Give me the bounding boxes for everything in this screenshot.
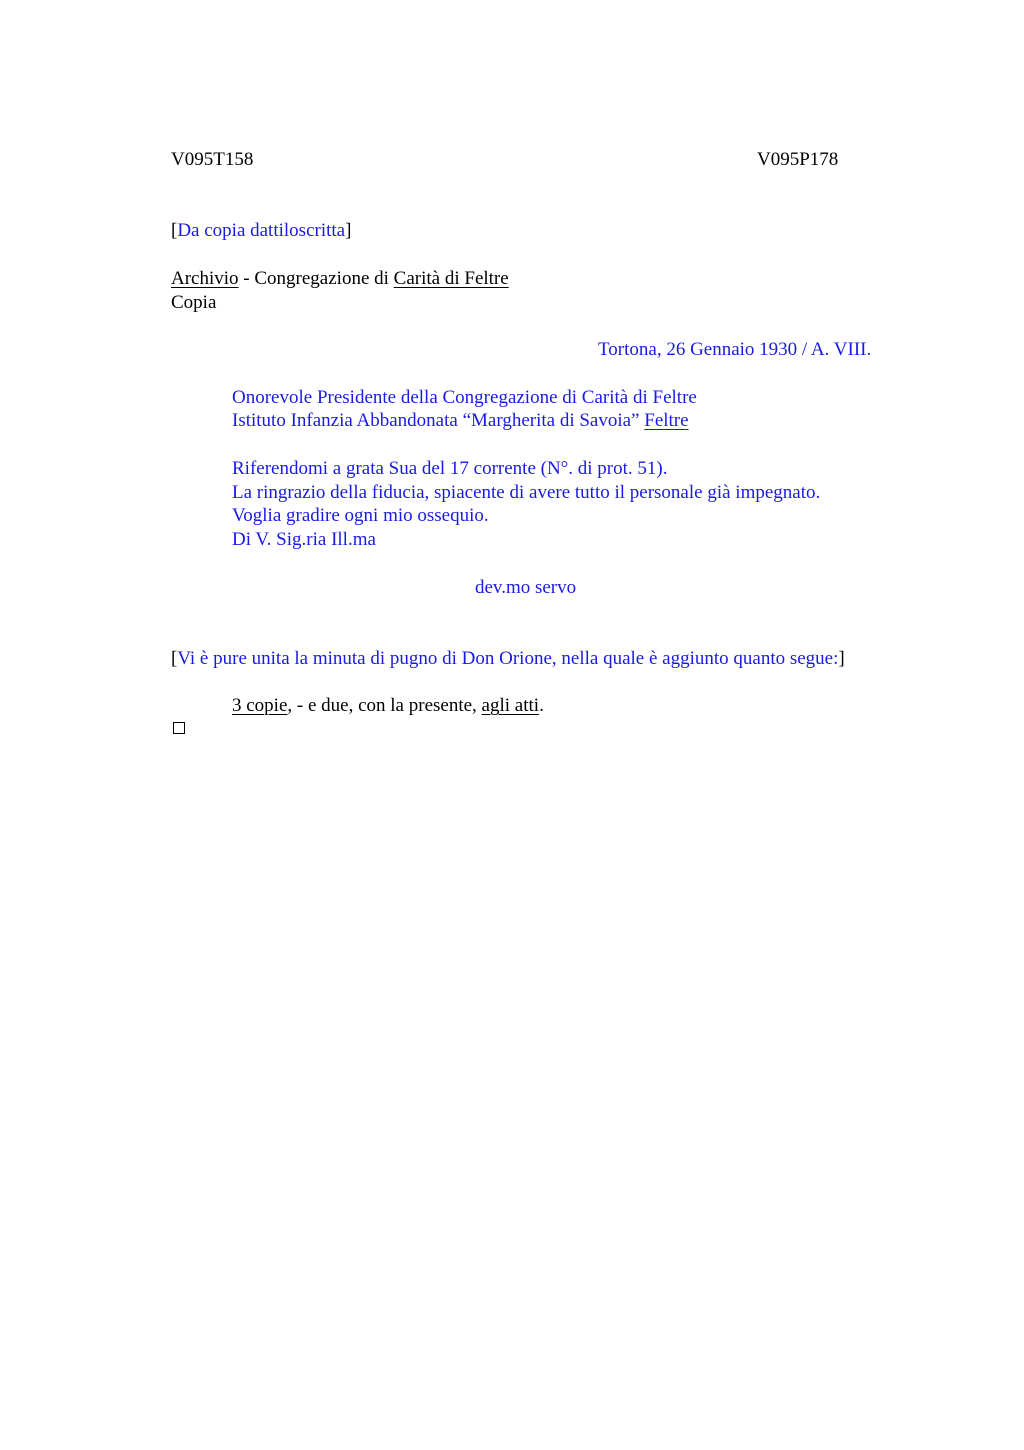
document-code-left: V095T158 (171, 149, 254, 170)
bracket-open: [ (171, 648, 178, 669)
body-line-1: Riferendomi a grata Sua del 17 corrente (N°. di prot. 51). (232, 458, 668, 479)
addendum-middle: , - e due, con la presente, (287, 695, 482, 716)
archive-place: Carità di Feltre (393, 268, 509, 289)
address-line-1: Onorevole Presidente della Congregazione di Carità di Feltre (232, 387, 697, 408)
archive-separator: - Congregazione di (238, 268, 394, 289)
copy-label: Copia (171, 292, 217, 313)
bracket-open: [ (171, 220, 178, 241)
editor-note-text: Vi è pure unita la minuta di pugno di Don Orione, nella quale è aggiunto quanto segue: (177, 648, 839, 669)
bracket-close: ] (838, 648, 845, 669)
body-line-4: Di V. Sig.ria Ill.ma (232, 529, 376, 550)
source-note (171, 221, 351, 240)
editor-note (171, 649, 845, 668)
addendum-copies: 3 copie (232, 695, 288, 716)
bracket-close: ] (345, 220, 352, 241)
checkbox-icon (173, 722, 185, 734)
dateline: Tortona, 26 Gennaio 1930 / A. VIII. (598, 339, 872, 360)
body-line-3: Voglia gradire ogni mio ossequio. (232, 505, 489, 526)
archive-line (171, 269, 509, 288)
addendum-period: . (539, 695, 544, 716)
document-code-right: V095P178 (757, 149, 839, 170)
source-note-text: Da copia dattiloscritta (177, 220, 346, 241)
archive-label: Archivio (171, 268, 239, 289)
body-line-2: La ringrazio della fiducia, spiacente di avere tutto il personale già impegnato. (232, 482, 821, 503)
addendum-acts: agli atti (481, 695, 540, 716)
addendum-line (232, 696, 544, 715)
address-city: Feltre (644, 410, 689, 431)
closing-signature: dev.mo servo (475, 577, 577, 598)
address-institute: Istituto Infanzia Abbandonata “Margherita di Savoia” (232, 410, 645, 431)
address-line-2 (232, 411, 689, 430)
